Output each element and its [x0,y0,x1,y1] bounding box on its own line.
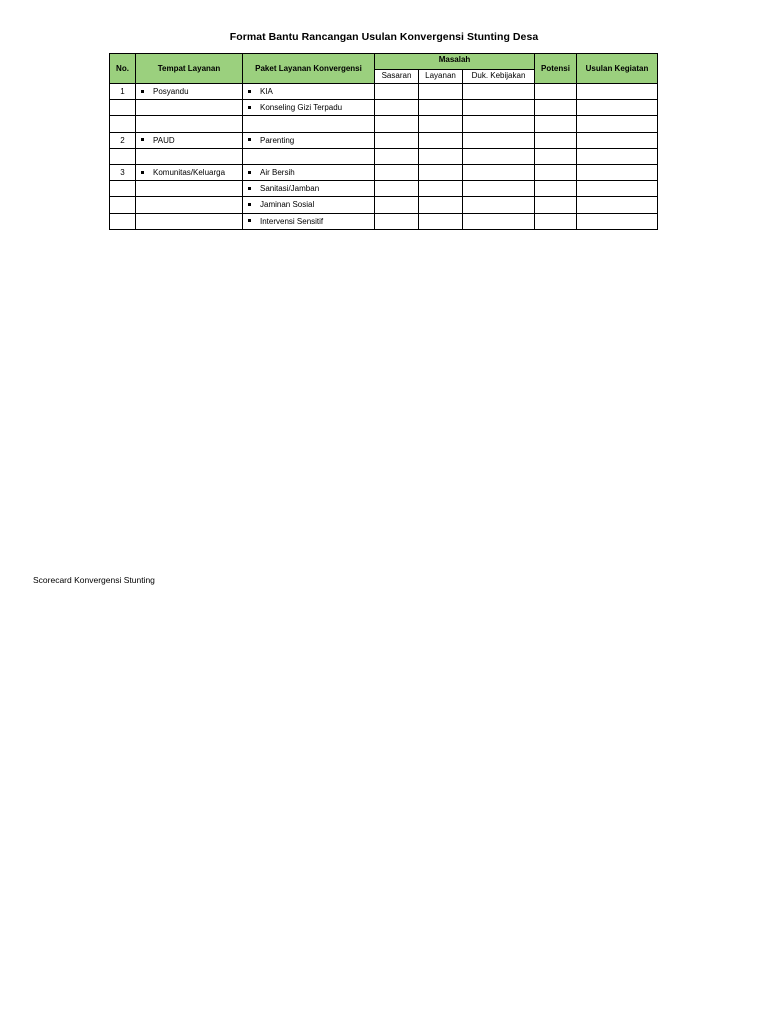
cell-paket-label: KIA [260,87,273,97]
cell-paket [243,148,375,164]
table-row [110,100,658,116]
cell-sasaran [375,84,419,100]
cell-no [110,213,136,229]
cell-kebijakan [463,164,535,180]
cell-usulan [577,100,658,116]
cell-usulan [577,164,658,180]
cell-layanan [419,100,463,116]
cell-paket [243,132,375,148]
cell-no [110,197,136,213]
cell-paket-label: Konseling Gizi Terpadu [260,103,343,113]
header-sasaran: Sasaran [375,69,419,83]
cell-kebijakan [463,197,535,213]
cell-sasaran [375,116,419,132]
cell-potensi [535,164,577,180]
header-duk-kebijakan: Duk. Kebijakan [463,69,535,83]
bullet-icon [248,219,251,222]
cell-tempat [136,148,243,164]
cell-layanan [419,84,463,100]
cell-potensi [535,132,577,148]
cell-no: 3 [110,164,136,180]
bullet-icon [248,106,251,109]
table-row [110,213,658,229]
cell-paket-label: Jaminan Sosial [260,200,315,210]
bullet-icon [141,90,144,93]
bullet-icon [248,90,251,93]
bullet-icon [141,138,144,141]
table-row [110,84,658,100]
cell-layanan [419,181,463,197]
cell-usulan [577,84,658,100]
proposal-table [109,53,658,230]
cell-kebijakan [463,132,535,148]
cell-paket [243,181,375,197]
cell-layanan [419,132,463,148]
cell-usulan [577,132,658,148]
bullet-icon [248,138,251,141]
bullet-icon [141,171,144,174]
cell-tempat-label: PAUD [153,135,175,145]
header-potensi: Potensi [535,54,577,84]
cell-potensi [535,181,577,197]
cell-usulan [577,197,658,213]
cell-usulan [577,148,658,164]
cell-paket-label: Parenting [260,135,295,145]
bullet-icon [248,203,251,206]
document-title: Format Bantu Rancangan Usulan Konvergensi Stunting Desa [229,31,539,43]
header-usulan-kegiatan: Usulan Kegiatan [577,54,658,84]
cell-sasaran [375,181,419,197]
cell-usulan [577,181,658,197]
cell-potensi [535,213,577,229]
cell-no [110,148,136,164]
cell-tempat-label: Komunitas/Keluarga [153,168,226,178]
table-row [110,181,658,197]
cell-kebijakan [463,100,535,116]
table-header [110,54,658,84]
cell-tempat [136,116,243,132]
table-row [110,197,658,213]
table-body [110,84,658,230]
cell-layanan [419,197,463,213]
cell-potensi [535,197,577,213]
cell-potensi [535,148,577,164]
bullet-icon [248,187,251,190]
table-row [110,164,658,180]
cell-paket [243,100,375,116]
cell-layanan [419,148,463,164]
header-tempat-layanan: Tempat Layanan [136,54,243,84]
cell-usulan [577,213,658,229]
cell-no: 2 [110,132,136,148]
header-no: No. [110,54,136,84]
cell-sasaran [375,100,419,116]
cell-kebijakan [463,148,535,164]
table-row [110,132,658,148]
cell-paket-label: Sanitasi/Jamban [260,184,320,194]
cell-sasaran [375,197,419,213]
cell-potensi [535,116,577,132]
cell-paket [243,84,375,100]
cell-paket-label: Air Bersih [260,168,295,178]
cell-usulan [577,116,658,132]
cell-tempat-label: Posyandu [153,87,189,97]
cell-tempat [136,181,243,197]
table-row [110,148,658,164]
table-row [110,116,658,132]
cell-kebijakan [463,181,535,197]
cell-tempat [136,164,243,180]
bullet-icon [248,171,251,174]
header-layanan: Layanan [419,69,463,83]
header-paket-layanan: Paket Layanan Konvergensi [243,54,375,84]
cell-kebijakan [463,84,535,100]
cell-paket [243,213,375,229]
cell-potensi [535,100,577,116]
cell-sasaran [375,148,419,164]
cell-kebijakan [463,213,535,229]
cell-layanan [419,116,463,132]
cell-paket [243,116,375,132]
cell-paket [243,164,375,180]
cell-no [110,116,136,132]
cell-sasaran [375,164,419,180]
cell-tempat [136,213,243,229]
cell-kebijakan [463,116,535,132]
cell-no [110,100,136,116]
cell-sasaran [375,132,419,148]
cell-paket [243,197,375,213]
cell-paket-label: Intervensi Sensitif [260,216,324,226]
footer-text: Scorecard Konvergensi Stunting [33,575,155,585]
cell-layanan [419,213,463,229]
cell-tempat [136,84,243,100]
cell-tempat [136,132,243,148]
cell-layanan [419,164,463,180]
header-masalah: Masalah [375,54,535,70]
cell-tempat [136,197,243,213]
cell-no: 1 [110,84,136,100]
cell-potensi [535,84,577,100]
cell-no [110,181,136,197]
cell-tempat [136,100,243,116]
cell-sasaran [375,213,419,229]
